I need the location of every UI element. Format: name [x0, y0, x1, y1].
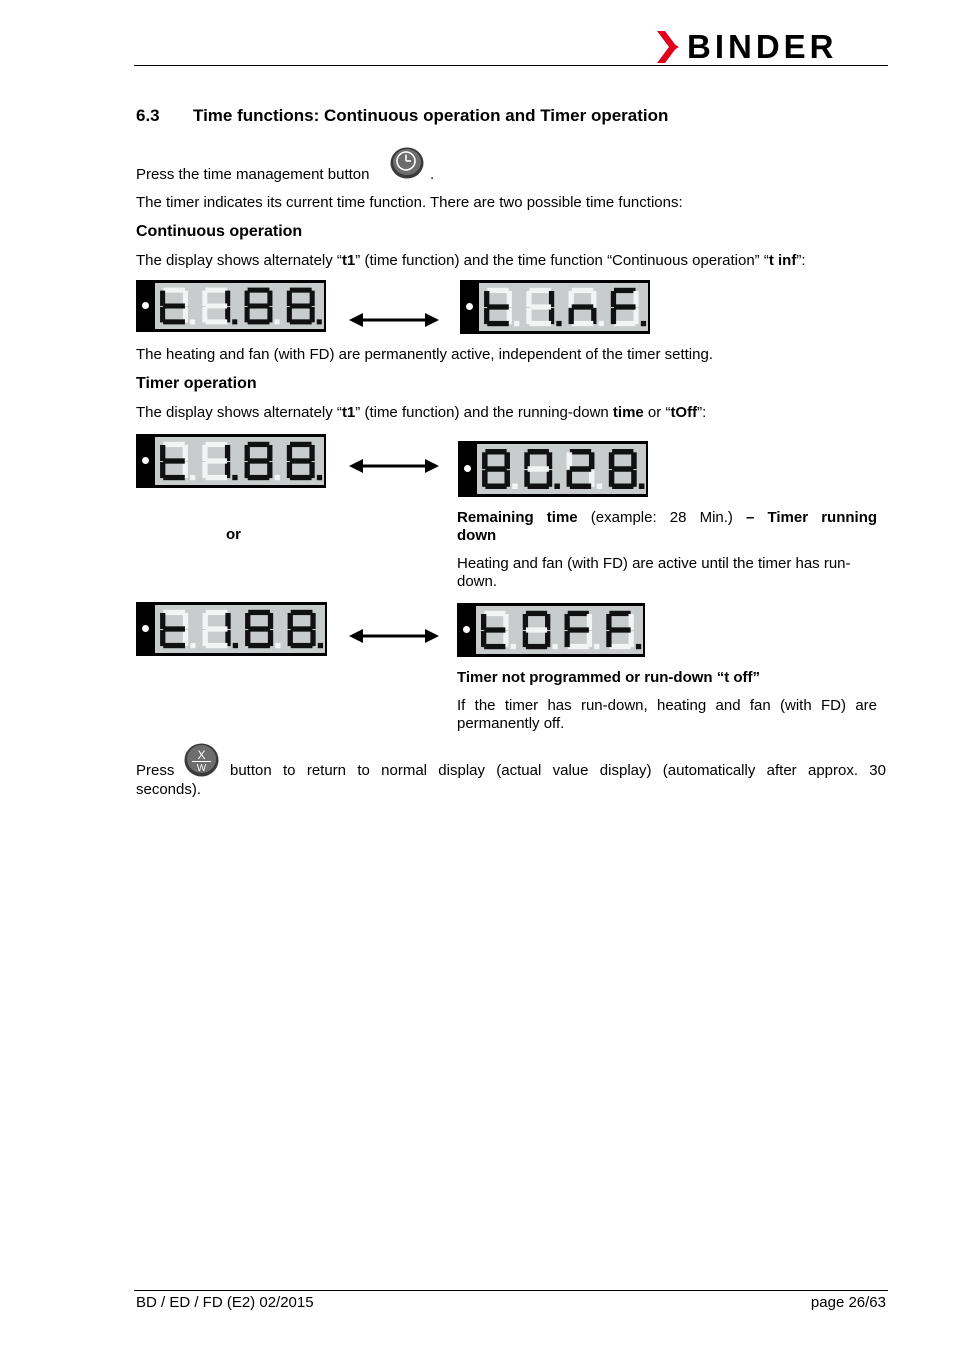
segment-on [291, 643, 313, 648]
segment-off [163, 288, 185, 293]
display-face [476, 606, 643, 654]
display-dot [466, 303, 473, 310]
segment-on [570, 484, 591, 490]
decimal-point [275, 643, 280, 648]
decimal-point [599, 321, 604, 326]
segment-off [206, 610, 228, 615]
decimal-point [552, 644, 557, 649]
segment-on [568, 611, 589, 616]
alternate-arrow-icon [349, 312, 439, 328]
segment-on [160, 307, 165, 322]
continuous-heading: Continuous operation [136, 223, 303, 240]
segment-on [614, 288, 636, 293]
decimal-point [556, 321, 561, 326]
segment-on [245, 307, 250, 322]
display-dot [142, 625, 149, 632]
segment-on [163, 458, 185, 463]
display-continuous-right [460, 280, 650, 334]
decimal-point [636, 644, 641, 649]
decimal-point [317, 475, 322, 480]
decimal-point [641, 321, 646, 326]
decimal-point [232, 319, 237, 324]
segment-off [529, 304, 551, 309]
decimal-point [511, 644, 516, 649]
segment-on [248, 319, 270, 324]
segment-on [572, 304, 594, 309]
display-face [155, 283, 324, 329]
segment-on [568, 627, 589, 632]
segment-on [245, 630, 250, 646]
segment-on [487, 304, 509, 309]
segment-on [290, 319, 312, 324]
timer-heading: Timer operation [136, 375, 257, 392]
segment-on [487, 321, 509, 326]
segment-off [529, 288, 551, 293]
footer-right: page 26/63 [810, 1294, 886, 1311]
segment-on [248, 626, 270, 631]
decimal-point [594, 644, 599, 649]
segment-off [205, 458, 227, 463]
segment-off [205, 288, 227, 293]
decimal-point [190, 475, 195, 480]
decimal-point [317, 319, 322, 324]
segment-on [570, 466, 591, 472]
segment-on [287, 307, 292, 322]
segment-on [609, 470, 615, 487]
display-face [479, 283, 648, 331]
segment-on [163, 643, 185, 648]
decimal-point [190, 319, 195, 324]
alternate-arrow-icon [349, 458, 439, 474]
segment-off [526, 308, 531, 324]
decimal-point [275, 475, 280, 480]
segment-off [202, 307, 207, 322]
display-timer-2-left [136, 602, 327, 656]
segment-off [609, 644, 630, 649]
segment-on [482, 470, 488, 487]
remaining-time-label-2: down [457, 527, 497, 544]
continuous-note: The heating and fan (with FD) are permanently active, independent of the timer setting. [136, 346, 713, 363]
segment-on [291, 610, 313, 615]
segment-off [203, 630, 208, 646]
segment-on [248, 458, 270, 463]
decimal-point [514, 321, 519, 326]
decimal-point [554, 484, 560, 490]
alternate-arrow-icon [349, 628, 439, 644]
display-dot [463, 626, 470, 633]
display-continuous-left [136, 280, 326, 332]
decimal-point [318, 643, 323, 648]
segment-off [202, 462, 207, 478]
segment-on [614, 304, 636, 309]
segment-on [567, 470, 573, 487]
return-press-label: Press [136, 762, 175, 779]
segment-on [287, 462, 292, 478]
decimal-point [232, 475, 237, 480]
display-dot [464, 465, 471, 472]
segment-on [528, 484, 549, 490]
section-number: 6.3 [136, 106, 160, 125]
segment-on [248, 303, 270, 308]
segment-on [248, 442, 270, 447]
return-rest-text: button to return to normal display (actual value display) (automatically after approx. 30 [230, 762, 886, 779]
segment-off [572, 288, 594, 293]
segment-on [524, 470, 530, 487]
segment-off [206, 626, 228, 631]
decimal-point [597, 484, 603, 490]
segment-on [528, 449, 549, 455]
segment-on [485, 466, 506, 472]
return-rest-text-2: seconds). [136, 781, 202, 798]
segment-on [163, 303, 185, 308]
display-dot [142, 457, 149, 464]
press-time-button-text: Press the time management button [136, 166, 370, 183]
display-face [477, 444, 646, 494]
segment-off [572, 321, 594, 326]
segment-on [163, 475, 185, 480]
segment-on [606, 631, 611, 647]
seven-segment-digits [479, 283, 648, 331]
remaining-time-label: Remaining time (example: 28 Min.) – Timer running [457, 509, 878, 526]
segment-off [614, 321, 636, 326]
seven-segment-digits [155, 437, 324, 485]
segment-on [484, 644, 505, 649]
segment-on [163, 626, 185, 631]
or-label: or [226, 526, 241, 543]
segment-on [290, 303, 312, 308]
segment-off [205, 442, 227, 447]
segment-off [205, 319, 227, 324]
segment-on [612, 449, 633, 455]
segment-on [569, 308, 574, 324]
section-title: Time functions: Continuous operation and Timer operation [193, 106, 669, 125]
segment-on [291, 626, 313, 631]
seven-segment-digits [155, 605, 325, 653]
segment-off [205, 303, 227, 308]
display-face [155, 605, 325, 653]
escape-xw-button-icon[interactable] [183, 742, 220, 778]
display-face [155, 437, 324, 485]
segment-off [163, 442, 185, 447]
segment-off [205, 475, 227, 480]
segment-on [160, 630, 165, 646]
decimal-point [190, 643, 195, 648]
segment-off [568, 644, 589, 649]
segment-off [484, 611, 505, 616]
segment-on [565, 631, 570, 647]
segment-off [487, 288, 509, 293]
binder-logo-mark [655, 30, 683, 64]
segment-on [526, 644, 547, 649]
segment-on [248, 475, 270, 480]
w-label: W [196, 763, 207, 774]
segment-on [485, 449, 506, 455]
seven-segment-digits [477, 444, 646, 494]
decimal-point [639, 484, 645, 490]
time-management-button-icon[interactable] [389, 146, 425, 180]
segment-on [523, 631, 528, 647]
segment-off [206, 643, 228, 648]
segment-on [485, 484, 506, 490]
segment-on [248, 643, 270, 648]
segment-on [570, 449, 591, 455]
segment-on [290, 288, 312, 293]
segment-on [526, 611, 547, 616]
segment-on [611, 308, 616, 324]
segment-on [163, 319, 185, 324]
segment-on [484, 308, 489, 324]
press-line-end: . [430, 166, 435, 183]
segment-on [484, 627, 505, 632]
decimal-point [512, 484, 518, 490]
segment-on [290, 442, 312, 447]
display-timer-1-left [136, 434, 326, 488]
segment-on [248, 288, 270, 293]
decimal-point [274, 319, 279, 324]
footer-left: BD / ED / FD (E2) 02/2015 [136, 1294, 314, 1311]
timer-indicates-text: The timer indicates its current time function. There are two possible time functions: [136, 194, 683, 211]
segment-on [248, 610, 270, 615]
segment-off [529, 321, 551, 326]
segment-on [290, 458, 312, 463]
timer-off-text: If the timer has run-down, heating and fan (with FD) are permanently off. [457, 697, 877, 732]
segment-on [609, 611, 630, 616]
header-rule [134, 65, 888, 66]
seven-segment-digits [476, 606, 643, 654]
timer-active-text: Heating and fan (with FD) are active until the timer has run-down. [457, 555, 851, 590]
segment-on [481, 631, 486, 647]
segment-on [612, 484, 633, 490]
segment-on [245, 462, 250, 478]
display-timer-1-right [458, 441, 648, 497]
segment-on [160, 462, 165, 478]
display-timer-2-right [457, 603, 645, 657]
x-label: X [197, 748, 206, 762]
decimal-point [233, 643, 238, 648]
timer-not-programmed-label: Timer not programmed or run-down “t off” [457, 669, 761, 686]
seven-segment-digits [155, 283, 324, 329]
continuous-description: The display shows alternately “t1” (time function) and the time function “Continuous operation” “t inf”: [136, 252, 806, 269]
segment-on [609, 627, 630, 632]
segment-off [526, 627, 547, 632]
display-dot [142, 302, 149, 309]
binder-logo-text: BINDER [687, 28, 838, 65]
segment-off [528, 466, 549, 472]
segment-off [163, 610, 185, 615]
segment-on [288, 630, 293, 646]
footer-rule [134, 1290, 888, 1291]
timer-description: The display shows alternately “t1” (time function) and the running-down time or “tOff”: [136, 404, 707, 421]
segment-on [612, 466, 633, 472]
segment-on [290, 475, 312, 480]
